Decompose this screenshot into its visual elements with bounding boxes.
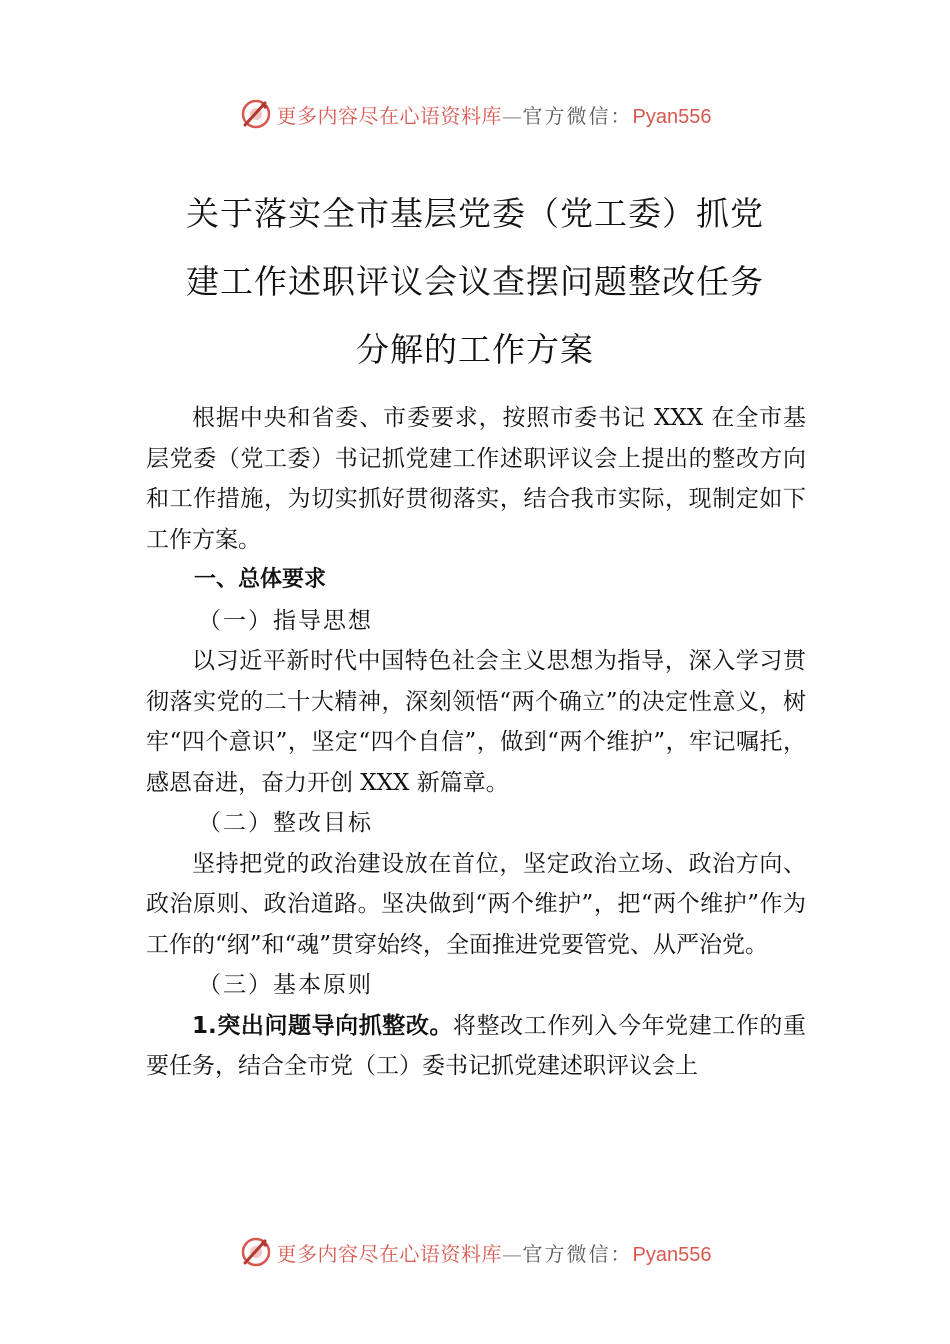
- watermark-banner-bottom: [0, 1232, 950, 1272]
- subsection-heading-1: （一）指导思想: [198, 607, 373, 634]
- intro-paragraph: 根据中央和省委、市委要求，按照市委书记 XXX 在全市基层党委（党工委）书记抓党建工作述职评议会上提出的整改方向和工作措施，为切实抓好贯彻落实，结合我市实际，现制定如下工作方案。: [146, 405, 806, 553]
- banner-label: 官方微信：: [522, 1241, 633, 1266]
- guiding-thought-paragraph: 以习近平新时代中国特色社会主义思想为指导，深入学习贯彻落实党的二十大精神，深刻领悟“两个确立”的决定性意义，树牢“四个意识”，坚定“四个自信”，做到“两个维护”，牢记嘱托，感恩奋进，奋力开创 XXX 新篇章。: [146, 648, 806, 796]
- banner-account: Pyan556: [632, 1243, 712, 1266]
- principle-item-1-text: 将整改工作列入今年党建工作的重要任务，结合全市党（工）委书记抓党建述职评议会上: [146, 1012, 806, 1079]
- pen-logo-icon: [239, 97, 273, 131]
- title-line-2: 建工作述职评议会议查摆问题整改任务: [186, 262, 764, 301]
- rectification-goal-paragraph: 坚持把党的政治建设放在首位，坚定政治立场、政治方向、政治原则、政治道路。坚决做到“两个维护”，把“两个维护”作为工作的“纲”和“魂”贯穿始终，全面推进党要管党、从严治党。: [146, 850, 806, 958]
- title-line-3: 分解的工作方案: [356, 330, 594, 369]
- banner-label: 官方微信：: [522, 103, 633, 128]
- watermark-banner-top: [0, 94, 950, 134]
- banner-dash: —: [502, 1241, 523, 1266]
- document-body: [146, 398, 806, 1087]
- banner-account: Pyan556: [632, 105, 712, 128]
- banner-dash: —: [502, 103, 523, 128]
- banner-prefix: 更多内容尽在心语资料库: [276, 103, 503, 128]
- section-heading-1: 一、总体要求: [194, 567, 327, 592]
- principle-item-1-lead: 1.突出问题导向抓整改。: [192, 1012, 454, 1039]
- banner-prefix: 更多内容尽在心语资料库: [276, 1241, 503, 1266]
- principle-item-1: [146, 1006, 806, 1087]
- subsection-heading-2: （二）整改目标: [198, 810, 373, 836]
- title-line-1: 关于落实全市基层党委（党工委）抓党: [186, 194, 764, 233]
- subsection-heading-3: （三）基本原则: [198, 972, 373, 998]
- document-title: [0, 180, 950, 384]
- pen-logo-icon: [239, 1235, 273, 1269]
